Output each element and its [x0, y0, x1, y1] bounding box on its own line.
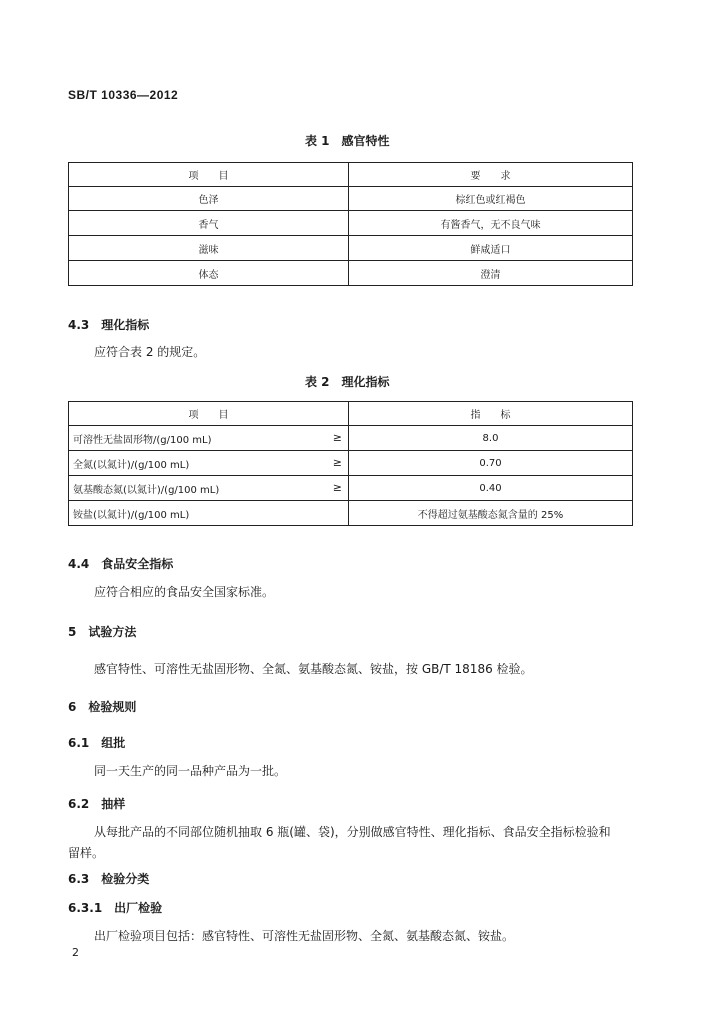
- table2-item-label: 可溶性无盐固形物/(g/100 mL): [73, 434, 212, 446]
- section-6-2-heading: 6.2 抽样: [68, 797, 126, 811]
- table1-header-requirement: 要 求: [349, 163, 633, 187]
- section-6-3-1-text: 出厂检验项目包括：感官特性、可溶性无盐固形物、全氮、氨基酸态氮、铵盐。: [94, 929, 515, 943]
- table2-operator: ≥: [332, 480, 342, 494]
- table1-cell: 滋味: [69, 236, 349, 261]
- section-6-1-heading: 6.1 组批: [68, 736, 126, 750]
- section-5-text: 感官特性、可溶性无盐固形物、全氮、氨基酸态氮、铵盐，按 GB/T 18186 检验。: [94, 662, 533, 676]
- table2-operator: ≥: [332, 430, 342, 444]
- section-4-4-text: 应符合相应的食品安全国家标准。: [94, 585, 275, 599]
- table2-row-item: [69, 501, 349, 526]
- section-4-4-heading: 4.4 食品安全指标: [68, 557, 174, 571]
- table2-header-item: 项 目: [69, 402, 349, 426]
- section-6-3-heading: 6.3 检验分类: [68, 872, 150, 886]
- table1-cell: 鲜咸适口: [349, 236, 633, 261]
- section-4-3-text: 应符合表 2 的规定。: [94, 345, 206, 359]
- table1-cell: 有酱香气，无不良气味: [349, 211, 633, 236]
- section-6-3-1-heading: 6.3.1 出厂检验: [68, 901, 163, 915]
- table2-physchem: [68, 401, 633, 526]
- table1-header-item: 项 目: [69, 163, 349, 187]
- table1-cell: 香气: [69, 211, 349, 236]
- table1-cell: 体态: [69, 261, 349, 286]
- table2-row-item: [69, 476, 349, 501]
- table2-item-label: 全氮(以氮计)/(g/100 mL): [73, 459, 190, 471]
- section-6-2-text-line2: 留样。: [68, 846, 105, 860]
- table2-item-label: 铵盐(以氮计)/(g/100 mL): [73, 509, 190, 521]
- table2-value: 8.0: [349, 426, 633, 451]
- table1-cell: 澄清: [349, 261, 633, 286]
- section-5-heading: 5 试验方法: [68, 625, 137, 639]
- table1-cell: 色泽: [69, 187, 349, 211]
- table1-sensory: [68, 162, 633, 286]
- table2-value: 0.70: [349, 451, 633, 476]
- section-6-1-text: 同一天生产的同一品种产品为一批。: [94, 764, 287, 778]
- table2-operator: ≥: [332, 455, 342, 469]
- page-number: 2: [72, 946, 79, 959]
- section-6-2-text-line1: 从每批产品的不同部位随机抽取 6 瓶(罐、袋)，分别做感官特性、理化指标、食品安全指标检验和: [94, 825, 611, 839]
- table2-row-item: [69, 426, 349, 451]
- table2-row-item: [69, 451, 349, 476]
- table1-cell: 棕红色或红褐色: [349, 187, 633, 211]
- table2-value: 0.40: [349, 476, 633, 501]
- section-4-3-heading: 4.3 理化指标: [68, 318, 150, 332]
- table2-value: 不得超过氨基酸态氮含量的 25%: [349, 501, 633, 526]
- table2-item-label: 氨基酸态氮(以氮计)/(g/100 mL): [73, 484, 220, 496]
- table2-header-index: 指 标: [349, 402, 633, 426]
- table2-caption: 表 2 理化指标: [305, 375, 390, 389]
- document-id: SB/T 10336—2012: [68, 88, 179, 102]
- section-6-heading: 6 检验规则: [68, 700, 137, 714]
- table1-caption: 表 1 感官特性: [305, 134, 390, 148]
